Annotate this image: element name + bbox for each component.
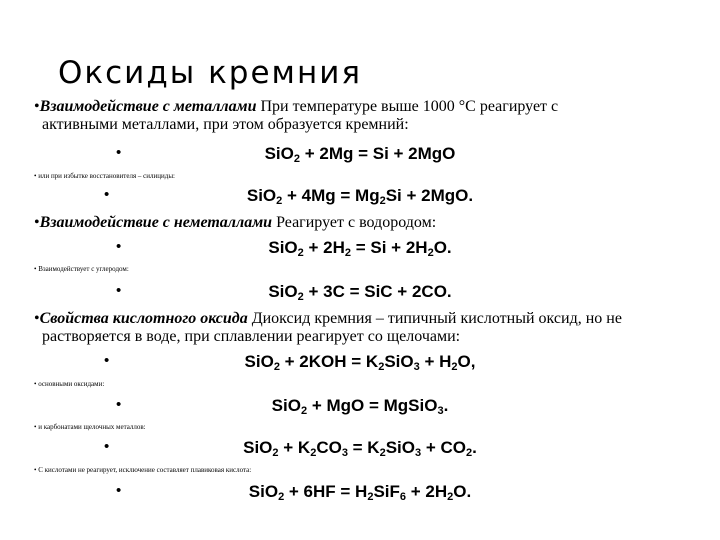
equation-8: • $SiO_2 + 6HF = H_2SiF_6 + 2H_2O$. <box>116 482 472 503</box>
equation-bullet: • <box>104 352 110 369</box>
equation-bullet: • <box>116 238 122 255</box>
equation-5: • $SiO_2 + 2KOH = K_2SiO_3 + H_2O$, <box>104 352 476 373</box>
bullet: • <box>34 310 40 327</box>
nonmetals-text1: Реагирует с водородом: <box>272 214 437 231</box>
metals-lead: Взаимодействие с металлами <box>39 98 257 115</box>
equation-bullet: • <box>116 482 122 499</box>
acidic-note2: • и карбонатами щелочных металлов: <box>34 423 146 431</box>
acidic-text2: растворяется в воде, при сплавлении реагирует со щелочами: <box>42 328 461 345</box>
acidic-note1: • основными оксидами: <box>34 380 105 388</box>
equation-3: • $SiO_2 + 2H_2 = Si + 2H_2O$. <box>116 238 452 259</box>
page-title: Оксиды кремния <box>58 55 363 91</box>
acidic-text1: Диоксид кремния – типичный кислотный оксид, но не <box>247 310 622 327</box>
nonmetals-note: • Взаимодействует с углеродом: <box>34 265 129 273</box>
bullet: • <box>34 98 40 115</box>
equation-7: • $SiO_2 + K_2CO_3 = K_2SiO_3 + CO_2$. <box>104 438 477 459</box>
equation-1: • SiO$_2$ + 2Mg = Si + 2MgO <box>116 144 456 165</box>
equation-bullet: • <box>116 396 122 413</box>
equation-bullet: • <box>116 144 122 161</box>
acidic-note3: • С кислотами не реагирует, исключение составляет плавиковая кислота: <box>34 466 252 474</box>
equation-2: • $SiO_2 + 4Mg = Mg_2Si + 2MgO$. <box>104 186 474 207</box>
nonmetals-lead: Взаимодействие с неметаллами <box>39 214 273 231</box>
metals-text2: активными металлами, при этом образуется кремний: <box>42 116 409 133</box>
equation-bullet: • <box>104 186 110 203</box>
metals-note: • или при избытке восстановителя – силициды: <box>34 172 175 180</box>
nonmetals-intro <box>34 214 700 232</box>
bullet: • <box>34 214 40 231</box>
equation-bullet: • <box>104 438 110 455</box>
acidic-intro-line1 <box>34 310 700 328</box>
equation-6: • SiO$_2$ + MgO = MgSiO$_3$. <box>116 396 449 417</box>
acidic-lead: Свойства кислотного оксида <box>39 310 248 327</box>
metals-intro-line1 <box>34 98 700 116</box>
metals-text1: При температуре выше 1000 °С реагирует с <box>256 98 559 115</box>
equation-bullet: • <box>116 282 122 299</box>
equation-4: • SiO$_2$ + 3C = SiC + 2CO. <box>116 282 452 303</box>
